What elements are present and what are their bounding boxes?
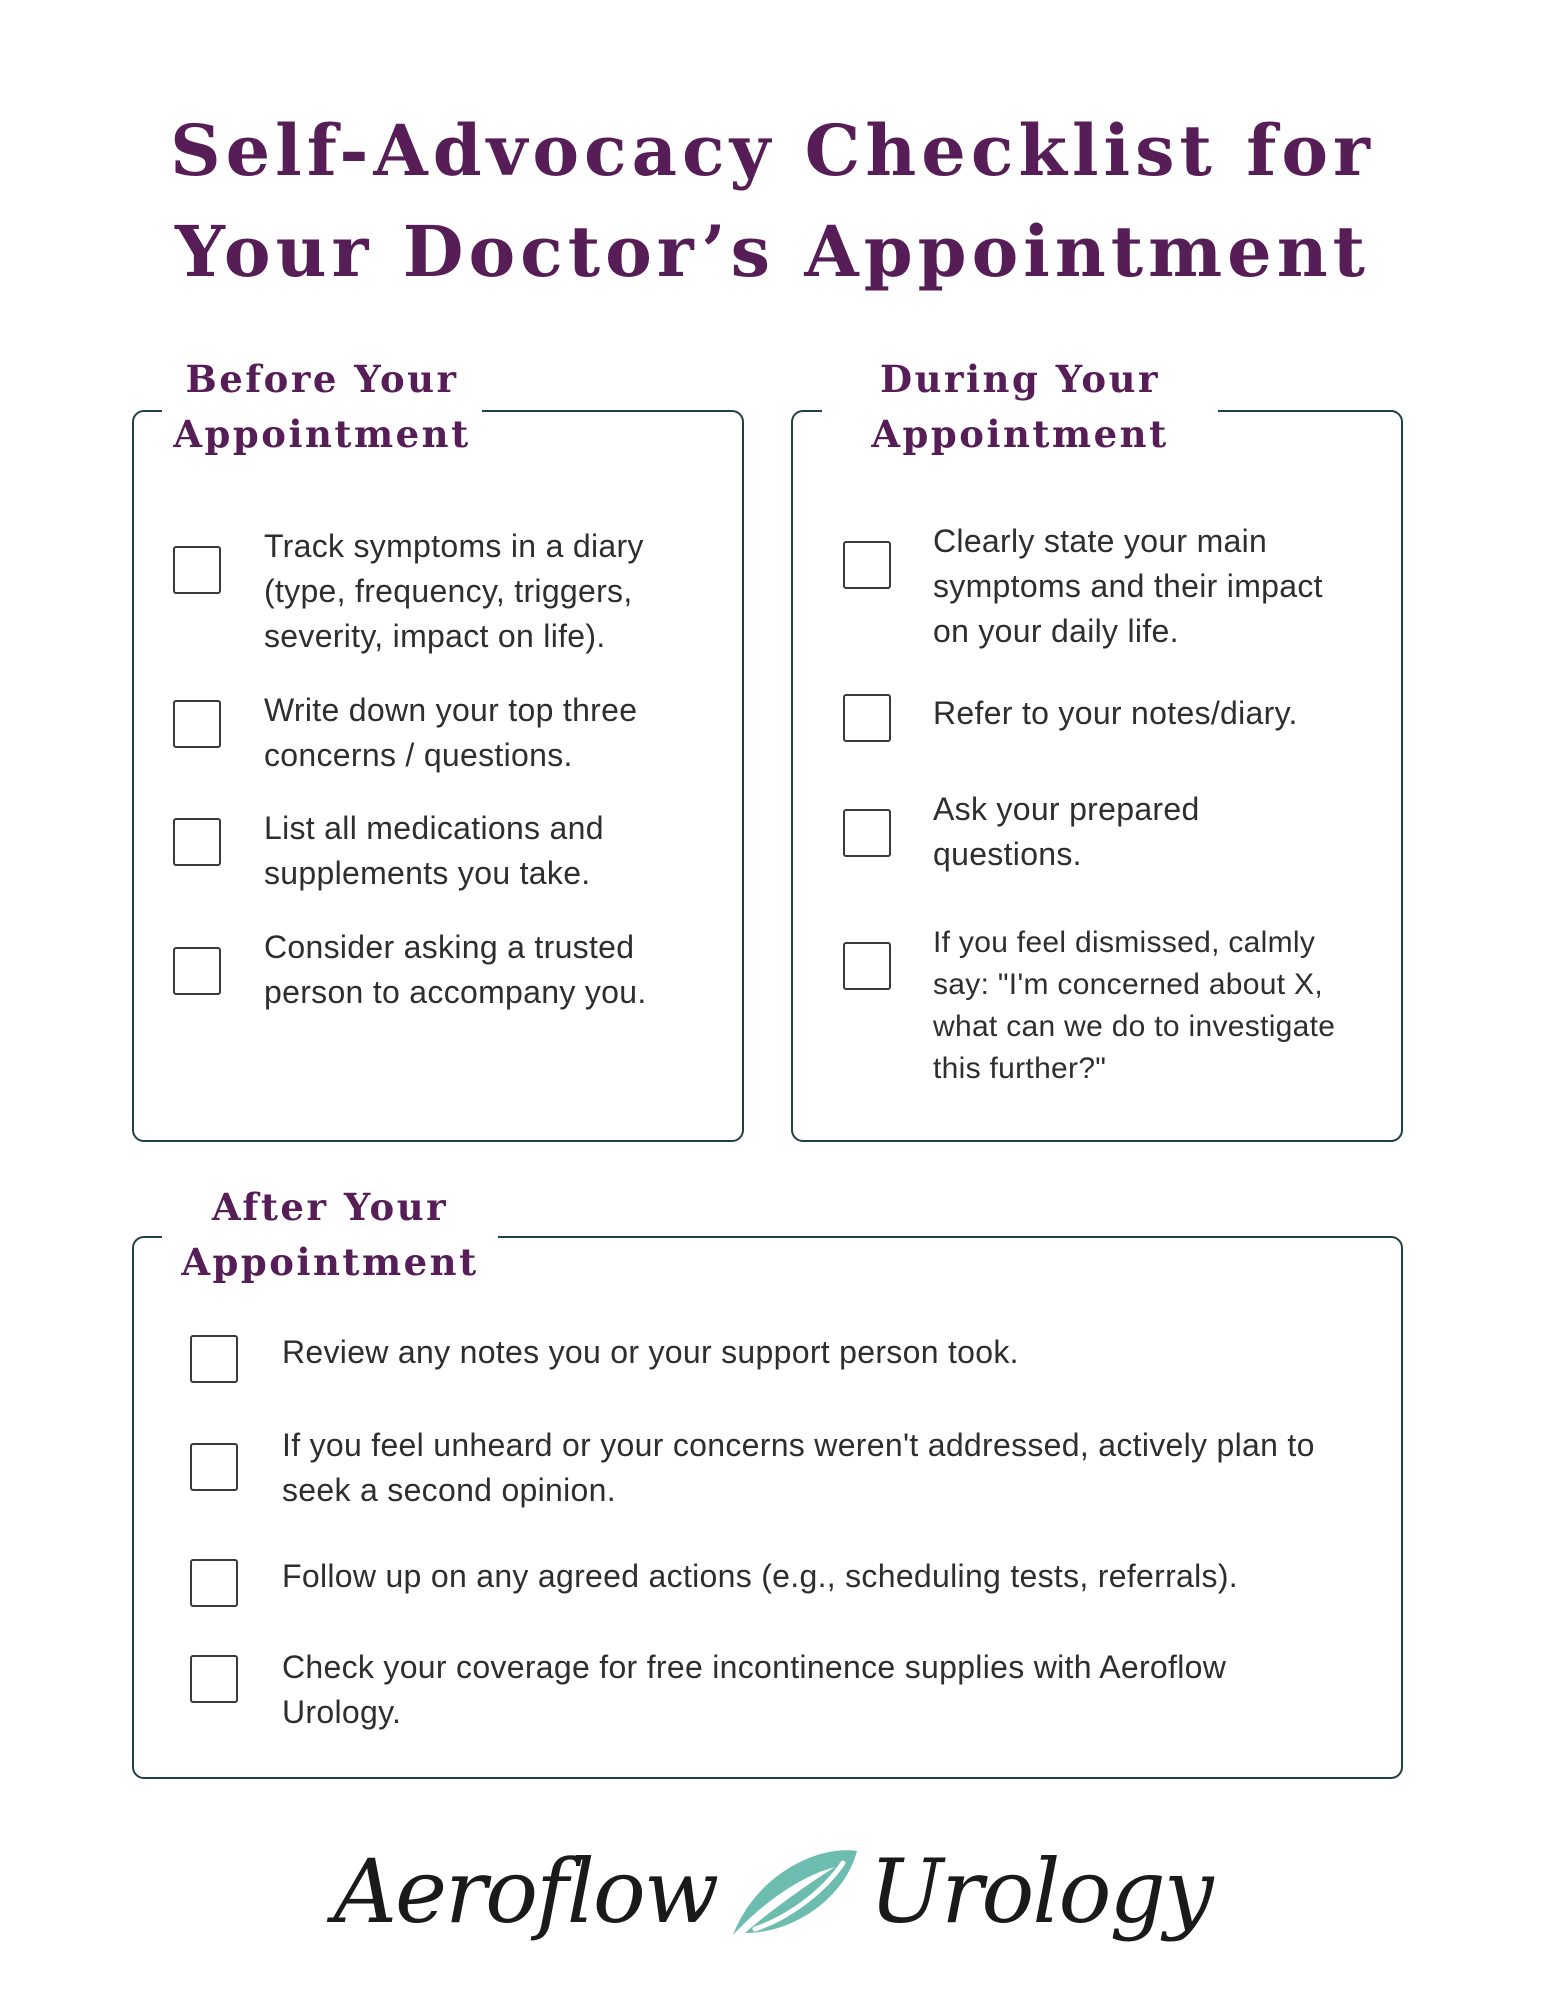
checkbox[interactable] xyxy=(190,1443,238,1491)
page-title-line-1: Self-Advocacy Checklist for xyxy=(170,109,1375,192)
item-label: If you feel unheard or your concerns weren't addressed, actively plan to seek a second opinion. xyxy=(282,1427,1315,1508)
item-label: List all medications and supplements you take. xyxy=(264,810,604,891)
item-label: Follow up on any agreed actions (e.g., scheduling tests, referrals). xyxy=(282,1558,1238,1594)
checklist-item-during-3[interactable] xyxy=(843,787,1383,877)
item-label: If you feel dismissed, calmly say: "I'm concerned about X, what can we do to investigate this further?" xyxy=(933,926,1336,1085)
checkbox[interactable] xyxy=(843,541,891,589)
item-label: Review any notes you or your support person took. xyxy=(282,1334,1019,1370)
item-label: Refer to your notes/diary. xyxy=(933,695,1298,731)
page-title xyxy=(0,100,1545,302)
checkbox[interactable] xyxy=(843,694,891,742)
item-label: Write down your top three concerns / questions. xyxy=(264,692,638,773)
checklist-item-after-3[interactable] xyxy=(190,1554,1370,1607)
during-appointment-heading xyxy=(822,352,1218,462)
checklist-item-before-4[interactable] xyxy=(173,925,713,1015)
logo-word-aeroflow: Aeroflow xyxy=(333,1840,718,1943)
before-appointment-heading xyxy=(162,352,482,462)
checklist-item-before-3[interactable] xyxy=(173,806,713,896)
during-heading-line-1: During Your xyxy=(880,357,1160,401)
checklist-item-during-2[interactable] xyxy=(843,691,1383,742)
checklist-item-during-4[interactable] xyxy=(843,922,1383,1090)
checkbox[interactable] xyxy=(190,1655,238,1703)
checklist-item-before-1[interactable] xyxy=(173,524,713,659)
page-title-line-2: Your Doctor’s Appointment xyxy=(175,210,1370,293)
checklist-item-before-2[interactable] xyxy=(173,688,713,778)
item-label: Ask your prepared questions. xyxy=(933,791,1200,872)
checkbox[interactable] xyxy=(173,818,221,866)
checklist-item-after-4[interactable] xyxy=(190,1645,1370,1735)
item-label: Check your coverage for free incontinence supplies with Aeroflow Urology. xyxy=(282,1649,1227,1730)
before-heading-line-1: Before Your xyxy=(185,357,459,401)
item-label: Clearly state your main symptoms and their impact on your daily life. xyxy=(933,523,1323,649)
checkbox[interactable] xyxy=(843,809,891,857)
checkbox[interactable] xyxy=(173,947,221,995)
checklist-item-after-2[interactable] xyxy=(190,1423,1370,1513)
item-label: Consider asking a trusted person to accompany you. xyxy=(264,929,647,1010)
before-heading-line-2: Appointment xyxy=(173,412,471,456)
checkbox[interactable] xyxy=(843,942,891,990)
after-heading-line-2: Appointment xyxy=(181,1240,479,1284)
logo-word-urology: Urology xyxy=(869,1840,1212,1943)
checkbox[interactable] xyxy=(190,1335,238,1383)
item-label: Track symptoms in a diary (type, frequency, triggers, severity, impact on life). xyxy=(264,528,644,654)
aeroflow-leaf-swoosh-icon xyxy=(725,1837,865,1947)
checkbox[interactable] xyxy=(173,546,221,594)
checkbox[interactable] xyxy=(190,1559,238,1607)
checklist-item-during-1[interactable] xyxy=(843,519,1383,654)
after-appointment-heading xyxy=(162,1180,498,1290)
checklist-item-after-1[interactable] xyxy=(190,1330,1370,1383)
checkbox[interactable] xyxy=(173,700,221,748)
aeroflow-urology-logo xyxy=(0,1832,1545,1952)
during-heading-line-2: Appointment xyxy=(871,412,1169,456)
after-heading-line-1: After Your xyxy=(211,1185,449,1229)
